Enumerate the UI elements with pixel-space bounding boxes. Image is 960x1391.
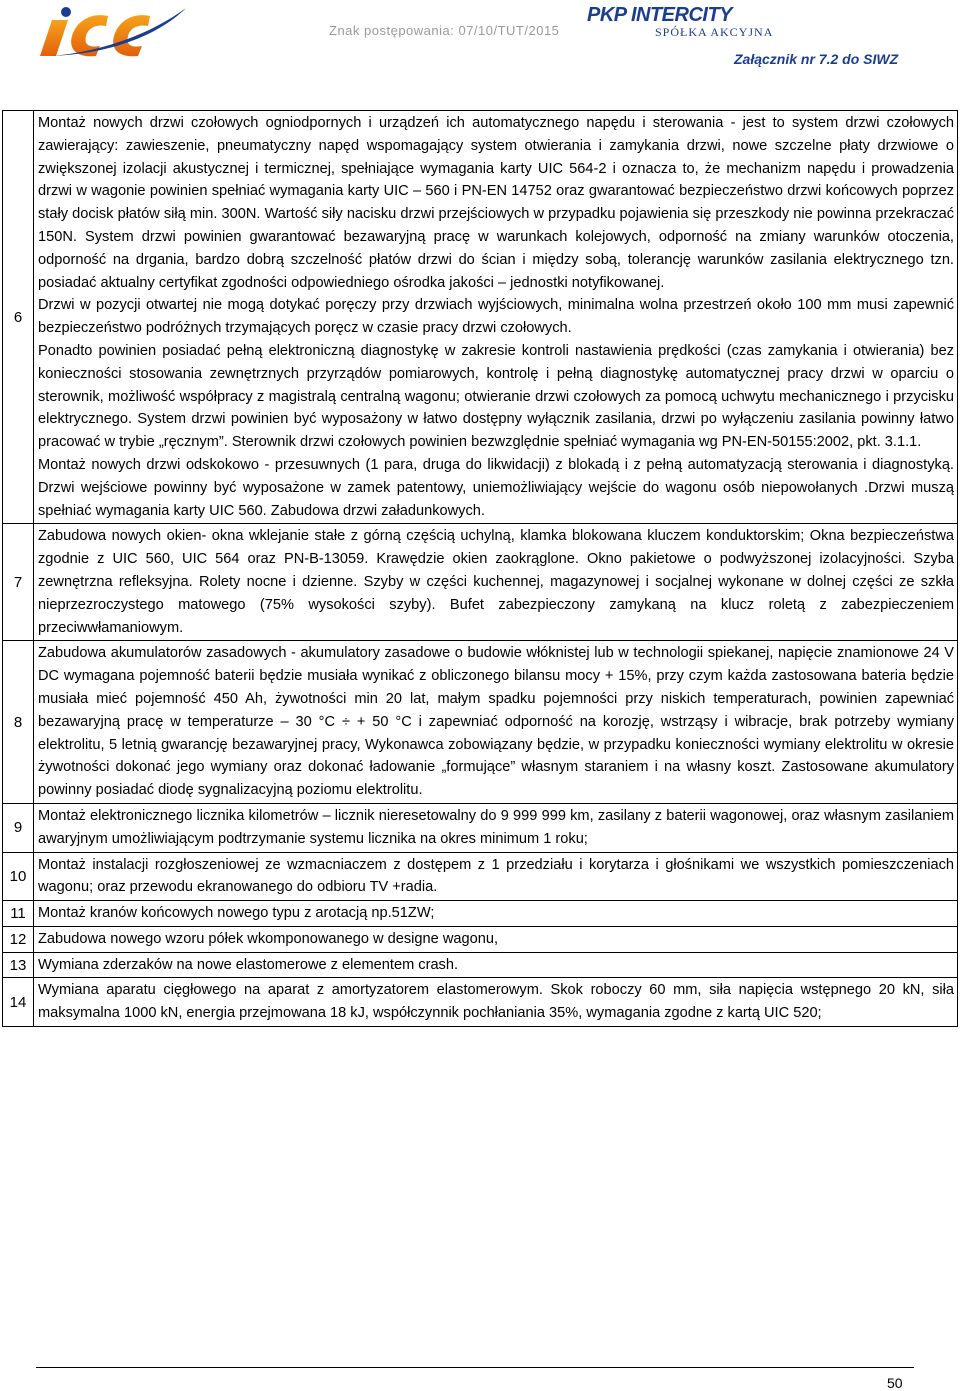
page-number: 50 [887, 1375, 903, 1391]
row-number: 13 [3, 952, 34, 978]
specification-table [2, 110, 958, 1027]
description-paragraph: Zabudowa akumulatorów zasadowych - akumulatory zasadowe o budowie włóknistej lub w technologii spiekanej, napięcie znamionowe 24 V DC wymagana pojemność baterii będzie musiała wynikać z obliczonego bilansu mocy + 15%, przy czym każda zastosowana bateria będzie musiała mieć pojemność 450 Ah, żywotności min 20 lat, małym spadku pojemności przy niskich temperaturach, powinien zapewniać bezawaryjną pracę w temperaturze – 30 °C ÷ + 50 °C i zapewniać odporność na korozję, wstrząsy i wibracje, brak potrzeby wymiany elektrolitu, 5 letnią gwarancję bezawaryjnej pracy, Wykonawca zobowiązany będzie, w przypadku konieczności wymiany elektrolitu w okresie żywotności dokonać jego wymiany oraz dokonać ładowanie „formujące” własnym staraniem i na własny koszt. Zastosowane akumulatory powinny posiadać diodę sygnalizacyjną poziomu elektrolitu. [38, 645, 954, 799]
row-description [34, 803, 958, 852]
table-row [3, 111, 958, 524]
table-row [3, 852, 958, 901]
footer-divider [36, 1367, 914, 1368]
row-number: 10 [3, 852, 34, 901]
description-paragraph: Montaż instalacji rozgłoszeniowej ze wzmacniaczem z dostępem z 1 przedziału i korytarza i głośnikami we wszystkich pomieszczeniach wagonu; oraz przewodu ekranowanego do odbioru TV +radia. [38, 856, 954, 896]
row-number: 12 [3, 926, 34, 952]
row-description [34, 111, 958, 524]
attachment-label: Załącznik nr 7.2 do SIWZ [734, 51, 899, 67]
description-paragraph: Montaż kranów końcowych nowego typu z arotacją np.51ZW; [38, 905, 435, 922]
row-number: 8 [3, 641, 34, 804]
brand-subtitle: SPÓŁKA AKCYJNA [655, 25, 774, 39]
description-paragraph: Montaż elektronicznego licznika kilometrów – licznik nieresetowalny do 9 999 999 km, zasilany z baterii wagonowej, oraz własnym zasilaniem awaryjnym umożliwiającym podtrzymanie systemu licznika na okres minimum 1 roku; [38, 807, 954, 847]
row-number: 14 [3, 978, 34, 1027]
row-number: 11 [3, 901, 34, 927]
description-paragraph: Zabudowa nowych okien- okna wklejanie stałe z górną częścią uchylną, klamka blokowana kluczem konduktorskim; Okna bezpieczeństwa zgodnie z UIC 560, UIC 564 oraz PN-B-13059. Krawędzie okien zaokrąglone. Okno pakietowe o podwyższonej izolacyjności. Szyba zewnętrzna refleksyjna. Rolety nocne i dzienne. Szyby w części kuchennej, magazynowej i socjalnej wykonane w dolnej części ze szkła nieprzezroczystego matowego (75% wysokości szyby). Bufet zabezpieczony zamykaną na klucz roletą z zabezpieczeniem przeciwwłamaniowym. [38, 528, 954, 636]
table-row [3, 901, 958, 927]
row-description [34, 524, 958, 641]
icc-logo-icon [38, 6, 188, 58]
row-description [34, 952, 958, 978]
table-row [3, 978, 958, 1027]
row-description [34, 978, 958, 1027]
table-row [3, 926, 958, 952]
row-number: 9 [3, 803, 34, 852]
table-row [3, 803, 958, 852]
row-description [34, 926, 958, 952]
description-paragraph: Montaż nowych drzwi czołowych ogniodpornych i urządzeń ich automatycznego napędu i sterowania - jest to system drzwi czołowych zawierający: zawieszenie, pneumatyczny napęd wspomagający system otwierania i zamykania drzwi, nowe szczelne płaty drzwiowe o zwiększonej izolacji akustycznej i termicznej, spełniające wymagania karty UIC 564-2 i oznacza to, że mechanizm napędu i prowadzenia drzwi w wagonie powinien spełniać wymagania karty UIC – 560 i PN-EN 14752 oraz gwarantować bezpieczeństwo drzwi końcowych poprzez stały docisk płatów siłą min. 300N. Wartość siły nacisku drzwi przejściowych w przypadku pojawienia się przeszkody nie powinna przekraczać 150N. System drzwi powinien gwarantować bezawaryjną pracę w warunkach kolejowych, odporność na zmiany warunków otoczenia, odporność na drgania, bardzo dobrą szczelność płatów drzwi do ścian i między sobą, tolerancję warunków zasilania elektrycznego tzn. posiadać aktualny certyfikat zgodności odpowiedniego ośrodka jakości – jednostki notyfikowanej. [38, 115, 954, 291]
brand-name: PKP INTERCITY [587, 4, 732, 26]
description-paragraph: Zabudowa nowego wzoru półek wkomponowanego w designe wagonu, [38, 930, 499, 947]
table-row [3, 952, 958, 978]
table-row [3, 524, 958, 641]
description-paragraph: Wymiana aparatu cięgłowego na aparat z amortyzatorem elastomerowym. Skok roboczy 60 mm, siła napięcia wstępnego 20 kN, siła maksymalna 1000 kN, energia przejmowana 18 kJ, współczynnik pochłaniania 35%, wymagania zgodne z kartą UIC 520; [38, 982, 954, 1022]
row-number: 6 [3, 111, 34, 524]
table-row [3, 641, 958, 804]
row-description [34, 641, 958, 804]
description-paragraph: Wymiana zderzaków na nowe elastomerowe z elementem crash. [38, 956, 459, 973]
row-description [34, 852, 958, 901]
description-paragraph: Ponadto powinien posiadać pełną elektroniczną diagnostykę w zakresie kontroli nastawienia prędkości (czas zamykania i otwierania) bez konieczności stosowania zewnętrznych przyrządów pomiarowych, kontrolę i pełną diagnostykę automatycznej pracy drzwi w oparciu o sterownik, możliwość współpracy z magistralą centralną wagonu; otwieranie drzwi czołowych za pomocą uchwytu mechanicznego i przycisku elektrycznego. System drzwi powinien być wyposażony w łatwo dostępny wyłącznik zasilania, drzwi po wyłączeniu zasilania powinny łatwo pracować w trybie „ręcznym”. Sterownik drzwi czołowych powinien bezwzględnie spełniać wymagania wg PN-EN-50155:2002, pkt. 3.1.1. [38, 342, 954, 451]
row-number: 7 [3, 524, 34, 641]
page-header [0, 0, 960, 80]
row-description [34, 901, 958, 927]
description-paragraph: Montaż nowych drzwi odskokowo - przesuwnych (1 para, druga do likwidacji) z blokadą i z pełną automatyzacją sterowania i diagnostyką. Drzwi wejściowe powinny być wyposażone w zamek patentowy, uniemożliwiający wejście do wagonu osób niepowołanych .Drzwi muszą spełniać wymagania karty UIC 560. Zabudowa drzwi załadunkowych. [38, 456, 954, 519]
procurement-reference: Znak postępowania: 07/10/TUT/2015 [329, 23, 560, 38]
description-paragraph: Drzwi w pozycji otwartej nie mogą dotykać poręczy przy drzwiach wyjściowych, minimalna wolna przestrzeń około 100 mm musi zapewnić bezpieczeństwo podróżnych trzymających poręcz w czasie pracy drzwi czołowych. [38, 297, 954, 337]
